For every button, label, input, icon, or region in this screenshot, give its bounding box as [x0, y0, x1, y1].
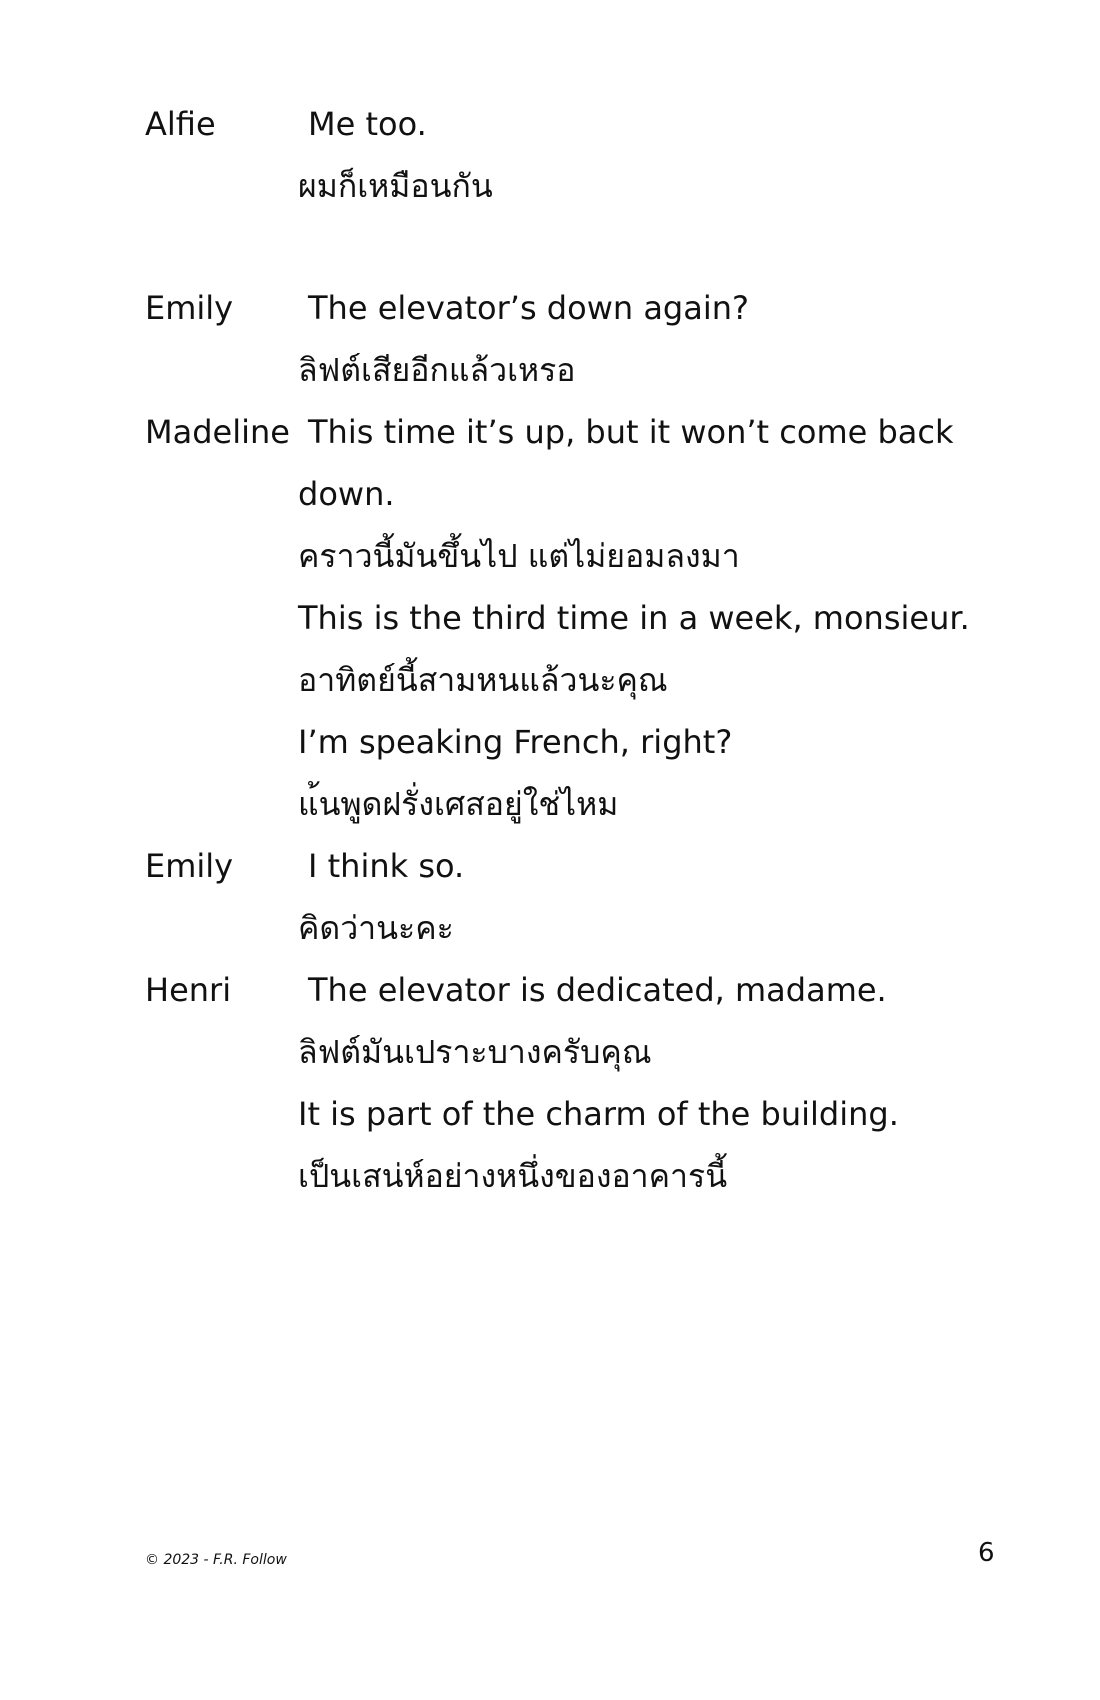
dialogue-line-english: I think so. [308, 847, 465, 885]
dialogue-line-thai: ผมก็เหมือนกัน [298, 167, 493, 205]
speaker-name: Alfie [145, 105, 216, 143]
dialogue-line-english: This time it’s up, but it won’t come back [308, 413, 954, 451]
dialogue-line-english: I’m speaking French, right? [298, 723, 733, 761]
speaker-name: Henri [145, 971, 232, 1009]
dialogue-line-english: This is the third time in a week, monsieur. [298, 599, 970, 637]
dialogue-line-thai: เป็นเสน่ห์อย่างหนึ่งของอาคารนี้ [298, 1157, 728, 1195]
copyright-notice: © 2023 - F.R. Follow [145, 1552, 287, 1568]
dialogue-line-thai: แ้นพูดฝรั่งเศสอยู่ใช่ไหม [298, 785, 619, 823]
page-number: 6 [978, 1538, 995, 1568]
dialogue-line-english: The elevator is dedicated, madame. [308, 971, 887, 1009]
dialogue-line-english: Me too. [308, 105, 427, 143]
dialogue-line-thai: คราวนี้มันขึ้นไป แต่ไม่ยอมลงมา [298, 537, 740, 575]
dialogue-line-thai: คิดว่านะคะ [298, 909, 454, 947]
dialogue-line-thai: ลิฟต์เสียอีกแล้วเหรอ [298, 351, 576, 389]
dialogue-line-english: It is part of the charm of the building. [298, 1095, 899, 1133]
speaker-name: Madeline [145, 413, 290, 451]
dialogue-line-english: The elevator’s down again? [308, 289, 749, 327]
speaker-name: Emily [145, 289, 234, 327]
speaker-name: Emily [145, 847, 234, 885]
dialogue-line-thai: อาทิตย์นี้สามหนแล้วนะคุณ [298, 661, 668, 699]
dialogue-line-thai: ลิฟต์มันเปราะบางครับคุณ [298, 1033, 652, 1071]
dialogue-line-english: down. [298, 475, 395, 513]
